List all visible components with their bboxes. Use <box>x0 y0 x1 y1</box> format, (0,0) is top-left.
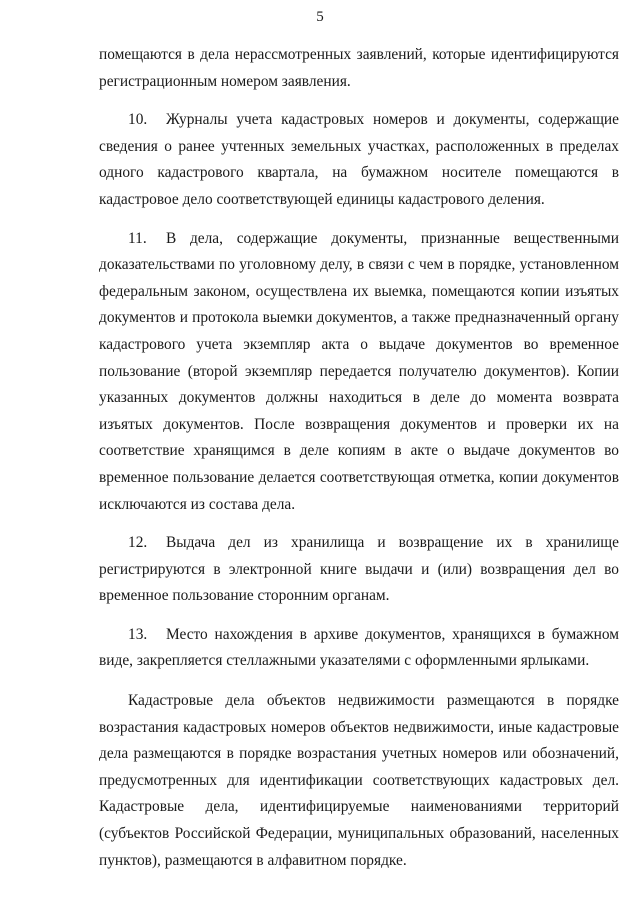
paragraph-13-text: Место нахождения в архиве документов, хранящихся в бумажном виде, закрепляется стеллажными указателями с оформленными ярлыками. <box>99 625 619 670</box>
paragraph-12-number: 12. <box>128 534 148 552</box>
paragraph-10-number: 10. <box>128 111 148 129</box>
paragraph-continuation: помещаются в дела нерассмотренных заявлений, которые идентифицируются регистрационным номером заявления. <box>99 46 619 90</box>
paragraph-13 <box>99 622 619 675</box>
paragraph-13-number: 13. <box>128 625 148 643</box>
page-number: 5 <box>316 9 324 25</box>
paragraph-11-text: В дела, содержащие документы, признанные вещественными доказательствами по уголовному делу, в связи с чем в порядке, установленном федеральным законом, осуществлена их выемка, помещаются копии изъятых документов и протокола выемки документов, а также предназначенный органу кадастрового учета экземпляр акта о выдаче документов во временное пользование (второй экземпляр передается получателю документов). Копии указанных документов должны находиться в деле до момента возврата изъятых документов. После возвращения документов и проверки их на соответствие хранящимся в деле копиям в акте о выдаче документов во временное пользование делается соответствующая отметка, копии документов исключаются из состава дела. <box>99 229 619 513</box>
document-body <box>99 42 619 874</box>
paragraph-10-text: Журналы учета кадастровых номеров и документы, содержащие сведения о ранее учтенных земельных участках, расположенных в пределах одного кадастрового квартала, на бумажном носителе помещаются в кадастровое дело соответствующей единицы кадастрового деления. <box>99 111 619 208</box>
paragraph-11 <box>99 226 619 519</box>
paragraph-11-number: 11. <box>128 229 147 247</box>
paragraph-placement: Кадастровые дела объектов недвижимости размещаются в порядке возрастания кадастровых номеров объектов недвижимости, иные кадастровые дела размещаются в порядке возрастания учетных номеров или обозначений, предусмотренных для идентификации соответствующих кадастровых дел. Кадастровые дела, идентифицируемые наименованиями территорий (субъектов Российской Федерации, муниципальных образований, населенных пунктов), размещаются в алфавитном порядке. <box>99 692 619 869</box>
paragraph-12 <box>99 530 619 610</box>
paragraph-12-text: Выдача дел из хранилища и возвращение их в хранилище регистрируются в электронной книге выдачи и (или) возвращения дел во временное пользование сторонним органам. <box>99 534 619 605</box>
paragraph-10 <box>99 107 619 213</box>
